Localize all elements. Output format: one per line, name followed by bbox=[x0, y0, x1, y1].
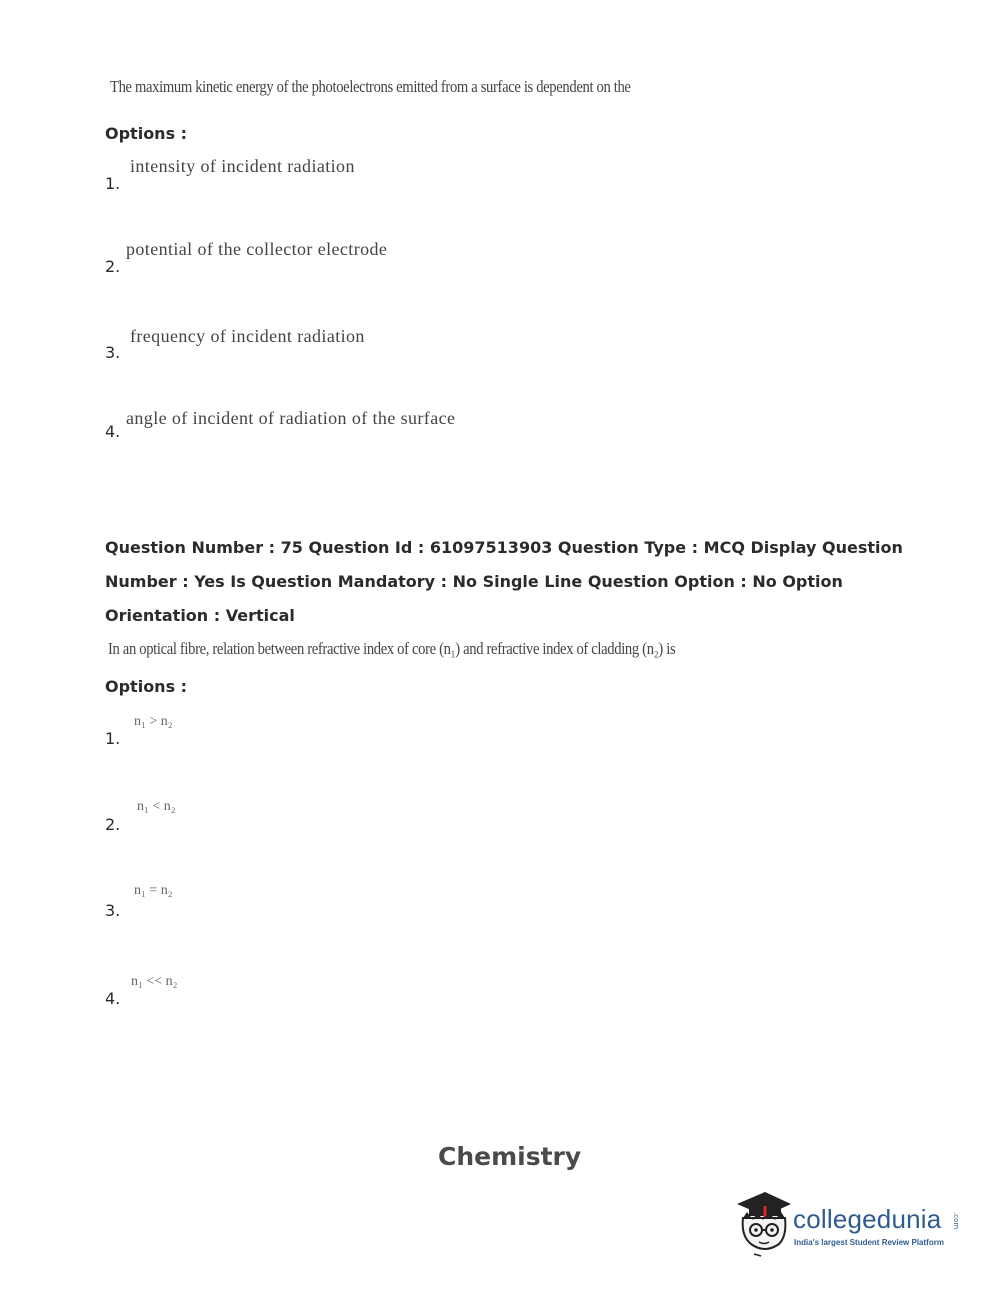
options-label: Options : bbox=[105, 124, 188, 143]
question-meta-line-2: Number : Yes Is Question Mandatory : No Single Line Question Option : No Option bbox=[105, 572, 843, 591]
option-number-2: 2. bbox=[105, 257, 121, 276]
option-number-4: 4. bbox=[105, 422, 121, 441]
option-text-2: potential of the collector electrode bbox=[126, 239, 388, 259]
option-number-1: 1. bbox=[105, 174, 121, 193]
logo-domain-suffix: .com bbox=[952, 1212, 960, 1230]
logo-tagline: India's largest Student Review Platform bbox=[794, 1238, 944, 1247]
question-text: In an optical fibre, relation between refractive index of core (n₁) and refractive index of cladding (n₂) is bbox=[108, 639, 676, 658]
option-text-1: n₁ > n₂ bbox=[134, 714, 173, 729]
collegedunia-logo bbox=[735, 1188, 965, 1258]
option-text-4: n₁ << n₂ bbox=[131, 974, 178, 989]
options-label: Options : bbox=[105, 677, 188, 696]
logo-wordmark: collegedunia bbox=[793, 1204, 942, 1234]
option-text-1: intensity of incident radiation bbox=[130, 156, 355, 176]
option-text-3: frequency of incident radiation bbox=[130, 326, 365, 346]
option-text-2: n₁ < n₂ bbox=[137, 799, 176, 814]
question-text: The maximum kinetic energy of the photoelectrons emitted from a surface is dependent on the bbox=[110, 77, 631, 96]
question-meta-line-3: Orientation : Vertical bbox=[105, 606, 295, 625]
option-text-3: n₁ = n₂ bbox=[134, 883, 173, 898]
option-number-4: 4. bbox=[105, 989, 121, 1008]
mascot-icon bbox=[735, 1188, 793, 1258]
option-number-1: 1. bbox=[105, 729, 121, 748]
section-title: Chemistry bbox=[438, 1142, 582, 1171]
option-number-3: 3. bbox=[105, 343, 121, 362]
option-number-2: 2. bbox=[105, 815, 121, 834]
question-meta-line-1: Question Number : 75 Question Id : 61097513903 Question Type : MCQ Display Question bbox=[105, 538, 903, 557]
option-number-3: 3. bbox=[105, 901, 121, 920]
option-text-4: angle of incident of radiation of the surface bbox=[126, 408, 456, 428]
